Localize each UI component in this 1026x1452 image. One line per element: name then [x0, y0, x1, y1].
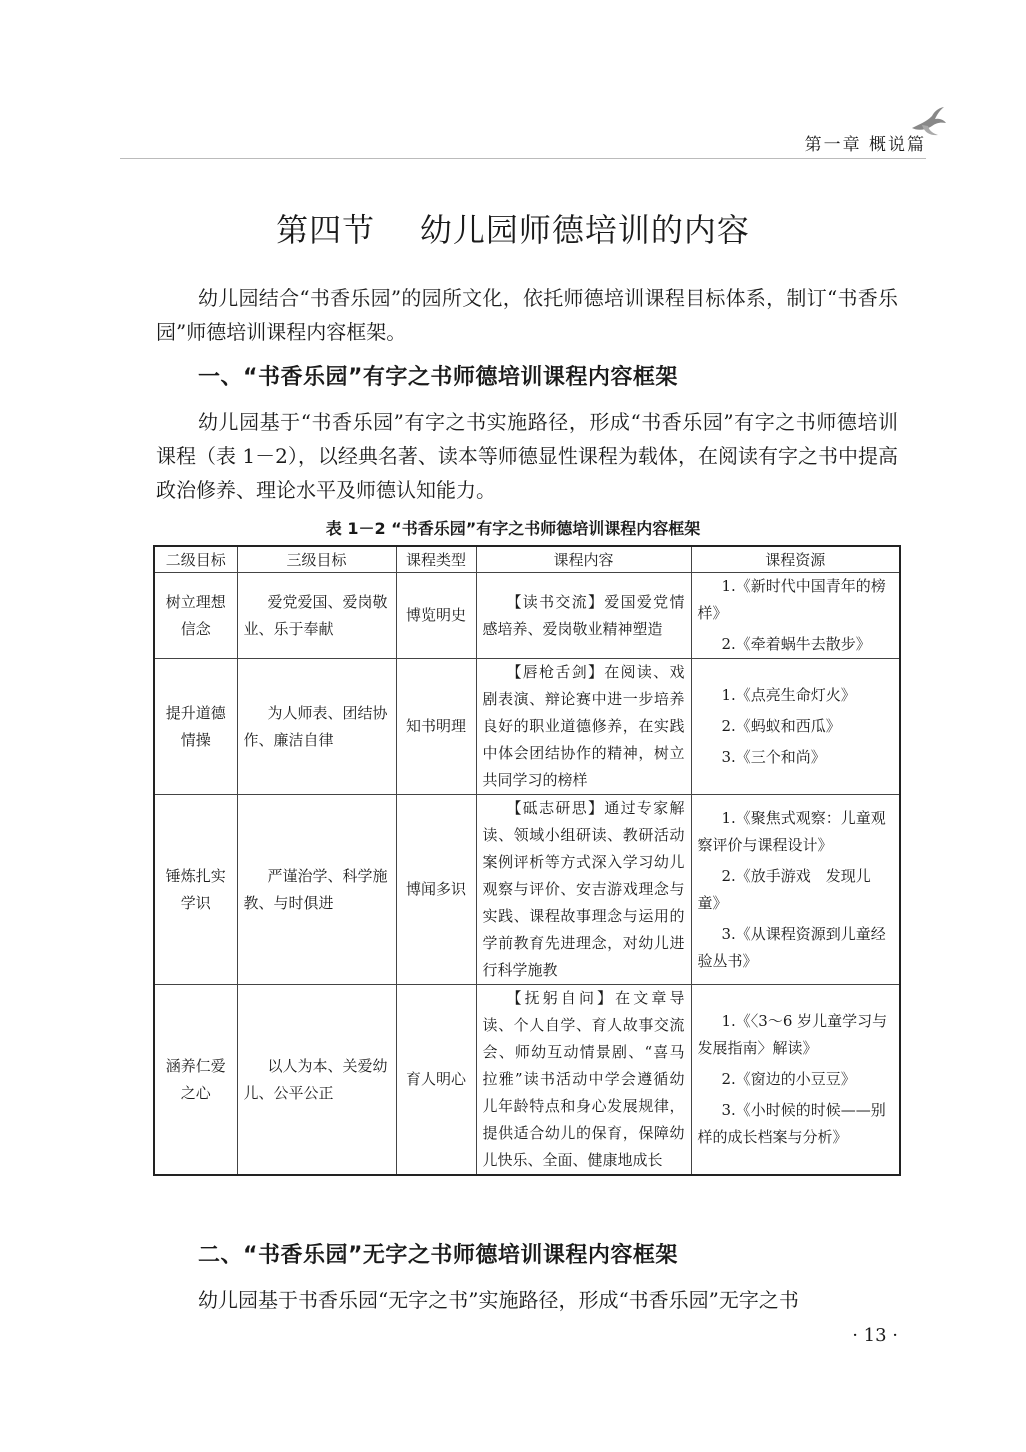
type-cell: 博闻多识	[396, 795, 476, 985]
resources-cell	[691, 985, 900, 1176]
level3-cell: 爱党爱国、爱岗敬业、乐于奉献	[237, 573, 396, 659]
chapter-title: 第一章 概说篇	[804, 135, 926, 155]
table-header-row	[154, 546, 900, 573]
paragraph-two: 幼儿园基于书香乐园“无字之书”实施路径，形成“书香乐园”无字之书	[198, 1288, 799, 1312]
table-caption: 表 1－2 “书香乐园”有字之书师德培训课程内容框架	[325, 519, 701, 538]
table-row	[154, 659, 900, 795]
resource-item: 2.《放手游戏 发现儿童》	[697, 866, 871, 912]
level2-cell: 树立理想信念	[154, 573, 237, 659]
type-cell: 博览明史	[396, 573, 476, 659]
level2-cell: 提升道德情操	[154, 659, 237, 795]
level2-cell: 涵养仁爱之心	[154, 985, 237, 1176]
resource-item: 1.《点亮生命灯火》	[721, 686, 856, 704]
header-type: 课程类型	[396, 546, 476, 573]
resource-item: 1.《聚焦式观察：儿童观察评价与课程设计》	[697, 808, 886, 854]
resource-item: 2.《牵着蜗牛去散步》	[721, 635, 871, 653]
table-row	[154, 573, 900, 659]
resource-item: 1.《新时代中国青年的榜样》	[697, 577, 886, 622]
resources-cell	[691, 573, 900, 659]
header-rule	[120, 158, 926, 159]
content-cell: 【唇枪舌剑】在阅读、戏剧表演、辩论赛中进一步培养良好的职业道德修养，在实践中体会团结协作的精神，树立共同学习的榜样	[476, 659, 691, 795]
resource-item: 3.《三个和尚》	[721, 748, 826, 766]
bird-icon	[908, 102, 948, 142]
intro-paragraph: 幼儿园结合“书香乐园”的园所文化，依托师德培训课程目标体系，制订“书香乐园”师德培训课程内容框架。	[156, 286, 898, 344]
heading-one: 一、“书香乐园”有字之书师德培训课程内容框架	[198, 365, 678, 390]
resource-item: 2.《窗边的小豆豆》	[721, 1070, 856, 1088]
content-cell: 【抚躬自问】在文章导读、个人自学、育人故事交流会、师幼互动情景剧、“喜马拉雅”读书活动中学会遵循幼儿年龄特点和身心发展规律，提供适合幼儿的保育，保障幼儿快乐、全面、健康地成长	[476, 985, 691, 1176]
header-content: 课程内容	[476, 546, 691, 573]
header-level2: 二级目标	[154, 546, 237, 573]
type-cell: 知书明理	[396, 659, 476, 795]
type-cell: 育人明心	[396, 985, 476, 1176]
header-resources: 课程资源	[691, 546, 900, 573]
resource-item: 3.《从课程资源到儿童经验丛书》	[697, 924, 886, 970]
paragraph-one: 幼儿园基于“书香乐园”有字之书实施路径，形成“书香乐园”有字之书师德培训课程（表 1－2），以经典名著、读本等师德显性课程为载体，在阅读有字之书中提高政治修养、理论水平及师德认知能力。	[156, 410, 898, 502]
table-row	[154, 795, 900, 985]
level2-cell: 锤炼扎实学识	[154, 795, 237, 985]
resource-item: 1.《〈3～6 岁儿童学习与发展指南〉解读》	[697, 1012, 888, 1057]
resource-item: 3.《小时候的时候——别样的成长档案与分析》	[697, 1101, 886, 1146]
header-level3: 三级目标	[237, 546, 396, 573]
resources-cell	[691, 659, 900, 795]
level3-cell: 以人为本、关爱幼儿、公平公正	[237, 985, 396, 1176]
resources-cell	[691, 795, 900, 985]
content-cell: 【砥志研思】通过专家解读、领域小组研读、教研活动案例评析等方式深入学习幼儿观察与评价、安吉游戏理念与实践、课程故事理念与运用的学前教育先进理念，对幼儿进行科学施教	[476, 795, 691, 985]
course-table	[153, 545, 901, 1176]
level3-cell: 为人师表、团结协作、廉洁自律	[237, 659, 396, 795]
section-title: 第四节 幼儿园师德培训的内容	[276, 211, 750, 249]
heading-two: 二、“书香乐园”无字之书师德培训课程内容框架	[198, 1243, 678, 1268]
content-cell: 【读书交流】爱国爱党情感培养、爱岗敬业精神塑造	[476, 573, 691, 659]
resource-item: 2.《蚂蚁和西瓜》	[721, 717, 841, 735]
level3-cell: 严谨治学、科学施教、与时俱进	[237, 795, 396, 985]
running-header	[756, 100, 926, 160]
table-row	[154, 985, 900, 1176]
page-number: · 13 ·	[852, 1325, 898, 1346]
